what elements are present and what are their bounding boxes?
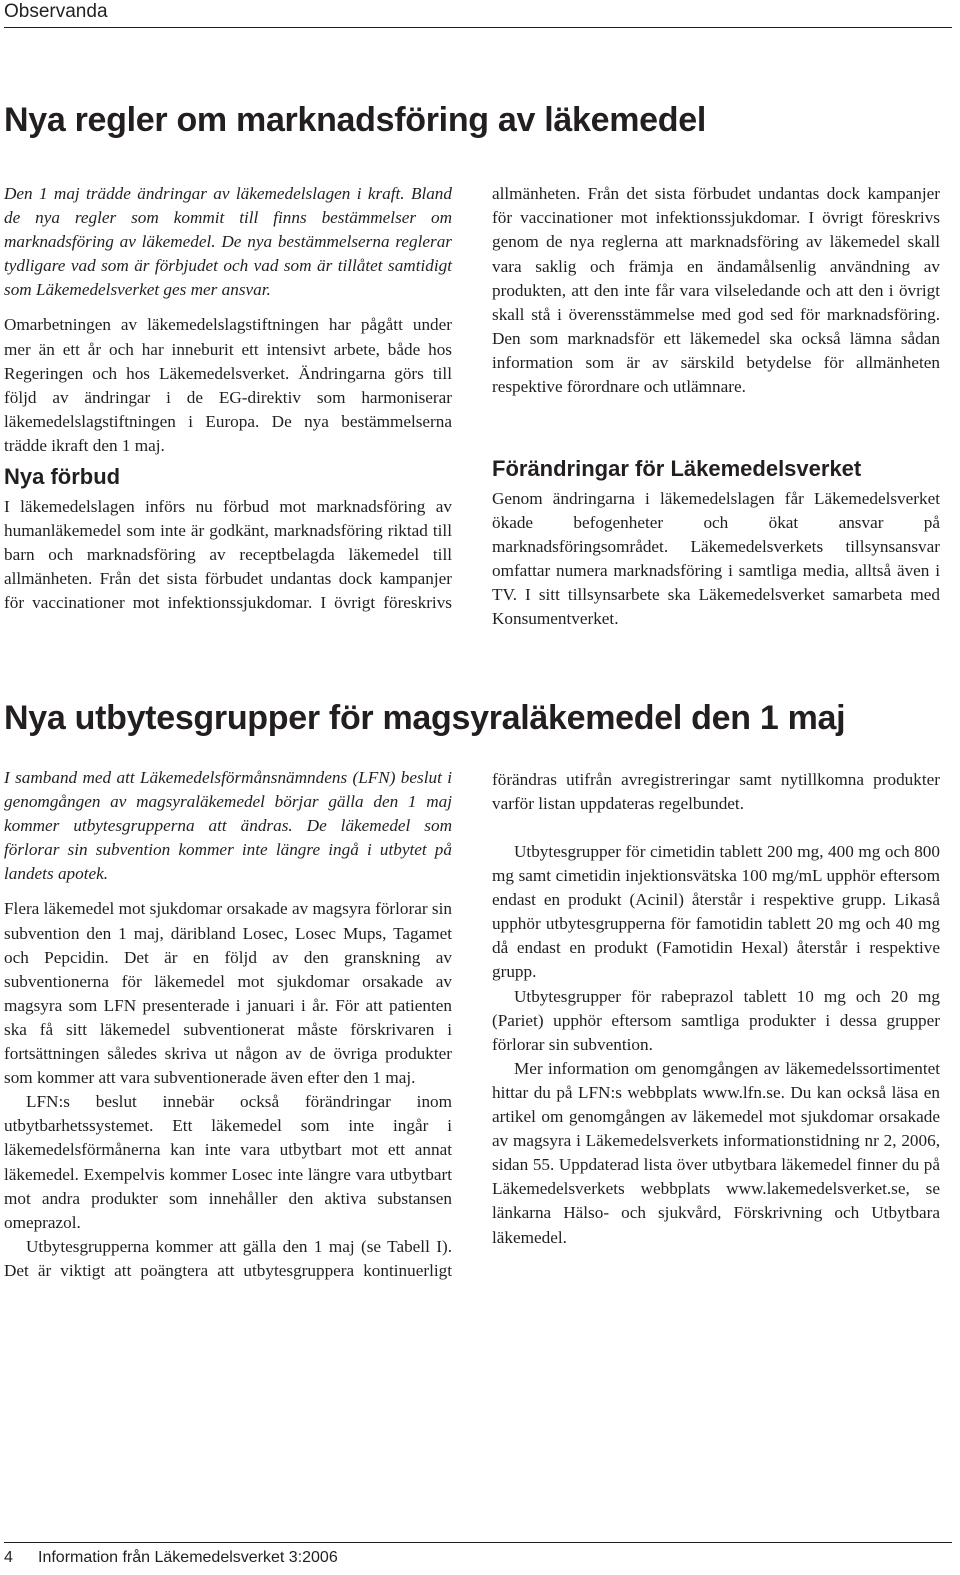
article-1-lead: Den 1 maj trädde ändringar av läkemedelslagen i kraft. Bland de nya regler som kommit till finns bestämmelser om marknadsföring av läkemedel. De nya bestämmelserna reglerar tydligare vad som är förbjudet och vad som är tillåtet samtidigt som Läkemedelsverket ges mer ansvar. xyxy=(4,184,452,300)
article-2-paragraph-2: LFN:s beslut innebär också förändringar inom utbytbarhetssystemet. Ett läkemedel som inte ingår i läkemedelsförmånerna kan inte vara utbytbart mot ett annat läkemedel. Exempelvis kommer Losec inte längre vara utbytbart mot andra produkter som innehåller den aktiva substansen omeprazol. xyxy=(4,1092,452,1232)
article-1-paragraph-1: Omarbetningen av läkemedelslagstiftningen har pågått under mer än ett år och har inneburit ett intensivt arbete, både hos Regeringen och hos Läkemedelsverket. Ändringarna görs till följd av ändringar i de EG-direktiv som harmoniserar läkemedelslagstiftningen i Europa. De nya bestämmelserna trädde ikraft den 1 maj. xyxy=(4,315,452,455)
article-2-paragraph-6: Mer information om genomgången av läkemedelssortimentet hittar du på LFN:s webbplats www.lfn.se. Du kan också läsa en artikel om genomgången av läkemedel mot sjukdomar orsakade av magsyra i Läkemedelsverkets informationstidning nr 2, 2006, sidan 55. Uppdaterad lista över utbytbara läkemedel finner du på Läkemedelsverkets webbplats www.lakemedelsverket.se, se länkarna Hälso- och sjukvård, Förskrivning och Utbytbara läkemedel. xyxy=(492,1058,940,1247)
article-1-title: Nya regler om marknadsföring av läkemedel xyxy=(4,101,706,139)
article-1-paragraph-2-continued xyxy=(492,182,940,446)
article-1-paragraph-2: I läkemedelslagen införs nu förbud mot marknadsföring av humanläkemedel som inte är godkänt, marknadsföring riktad till barn och marknadsföring av receptbelagda läkemedel till allmänheten. Från det sista förbudet undantas dock kampanjer för vaccinationer mot infektionssjukdomar. I övrigt föreskrivs xyxy=(4,497,452,613)
section-label: Observanda xyxy=(4,1,108,22)
article-1-column-left xyxy=(4,182,452,615)
heading-nya-forbud: Nya förbud xyxy=(4,464,121,490)
article-2-paragraph-5: Utbytesgrupper för rabeprazol tablett 10 mg och 20 mg (Pariet) upphör eftersom samtliga produkter i dessa grupper förlorar sin subvention. xyxy=(492,986,940,1054)
page-footer xyxy=(4,1548,338,1568)
header-rule xyxy=(4,27,952,28)
article-2-paragraph-4: Utbytesgrupper för cimetidin tablett 200 mg, 400 mg och 800 mg samt cimetidin injektionsvätska 100 mg/mL upphör eftersom endast en produkt (Acinil) återstår i respektive grupp. Likaså upphör utbytesgrupperna för famotidin tablett 20 mg och 40 mg då endast en produkt (Famotidin Hexal) återstår i respektive grupp. xyxy=(492,842,940,982)
article-1-paragraph-3: Genom ändringarna i läkemedelslagen får Läkemedelsverket ökade befogenheter och ökat ansvar på marknadsföringsområdet. Läkemedelsverkets tillsynsansvar omfattar numera marknadsföring i samtliga media, alltså även i TV. I sitt tillsynsarbete ska Läkemedelsverket samarbeta med Konsumentverket. xyxy=(492,489,940,629)
publication-name: Information från Läkemedelsverket 3:2006 xyxy=(38,1549,338,1566)
article-2-paragraph-3-continued xyxy=(492,768,940,840)
article-2-column-right xyxy=(492,768,940,1250)
footer-rule xyxy=(4,1542,952,1543)
article-2-column-left xyxy=(4,766,452,1283)
article-2-paragraph-1: Flera läkemedel mot sjukdomar orsakade av magsyra förlorar sin subvention den 1 maj, däribland Losec, Losec Mups, Tagamet och Pepcidin. Det är en följd av den granskning av subventionerna för läkemedel mot sjukdomar orsakade av magsyra som LFN presenterade i januari i år. För att patienten ska få sitt läkemedel subventionerat måste förskrivaren i fortsättningen således skriva ut någon av de övriga produkter som kommer att vara subventionerade även efter den 1 maj. xyxy=(4,899,452,1088)
article-2-paragraph-3-text: förändras utifrån avregistreringar samt nytillkomna produkter varför listan uppdateras regelbundet. xyxy=(492,770,940,814)
article-2-title: Nya utbytesgrupper för magsyraläkemedel den 1 maj xyxy=(4,699,846,737)
article-1-paragraph-2-text: allmänheten. Från det sista förbudet undantas dock kampanjer för vaccinationer mot infektionssjukdomar. I övrigt föreskrivs genom de nya reglerna att marknadsföring av läkemedel skall vara saklig och främja en ändamålsenlig användning av produkten, att den inte får vara vilseledande och att den i övrigt skall stå i överensstämmelse med god sed för marknadsföring. Den som marknadsför ett läkemedel ska också lämna sådan information som är av särskild betydelse för allmänheten respektive förordnare och utlämnare. xyxy=(492,184,940,397)
page-number: 4 xyxy=(4,1549,13,1566)
article-1-column-right xyxy=(492,182,940,632)
heading-forandringar: Förändringar för Läkemedelsverket xyxy=(492,456,862,481)
article-2-lead: I samband med att Läkemedelsförmånsnämndens (LFN) beslut i genomgången av magsyraläkemedel börjar gälla den 1 maj kommer utbytesgrupperna att ändras. De läkemedel som förlorar sin subvention kommer inte längre ingå i utbytet på landets apotek. xyxy=(4,768,452,884)
article-2-paragraph-3: Utbytesgrupperna kommer att gälla den 1 maj (se Tabell I). Det är viktigt att poängtera att utbytesgruppera kontinuerligt xyxy=(4,1236,452,1280)
